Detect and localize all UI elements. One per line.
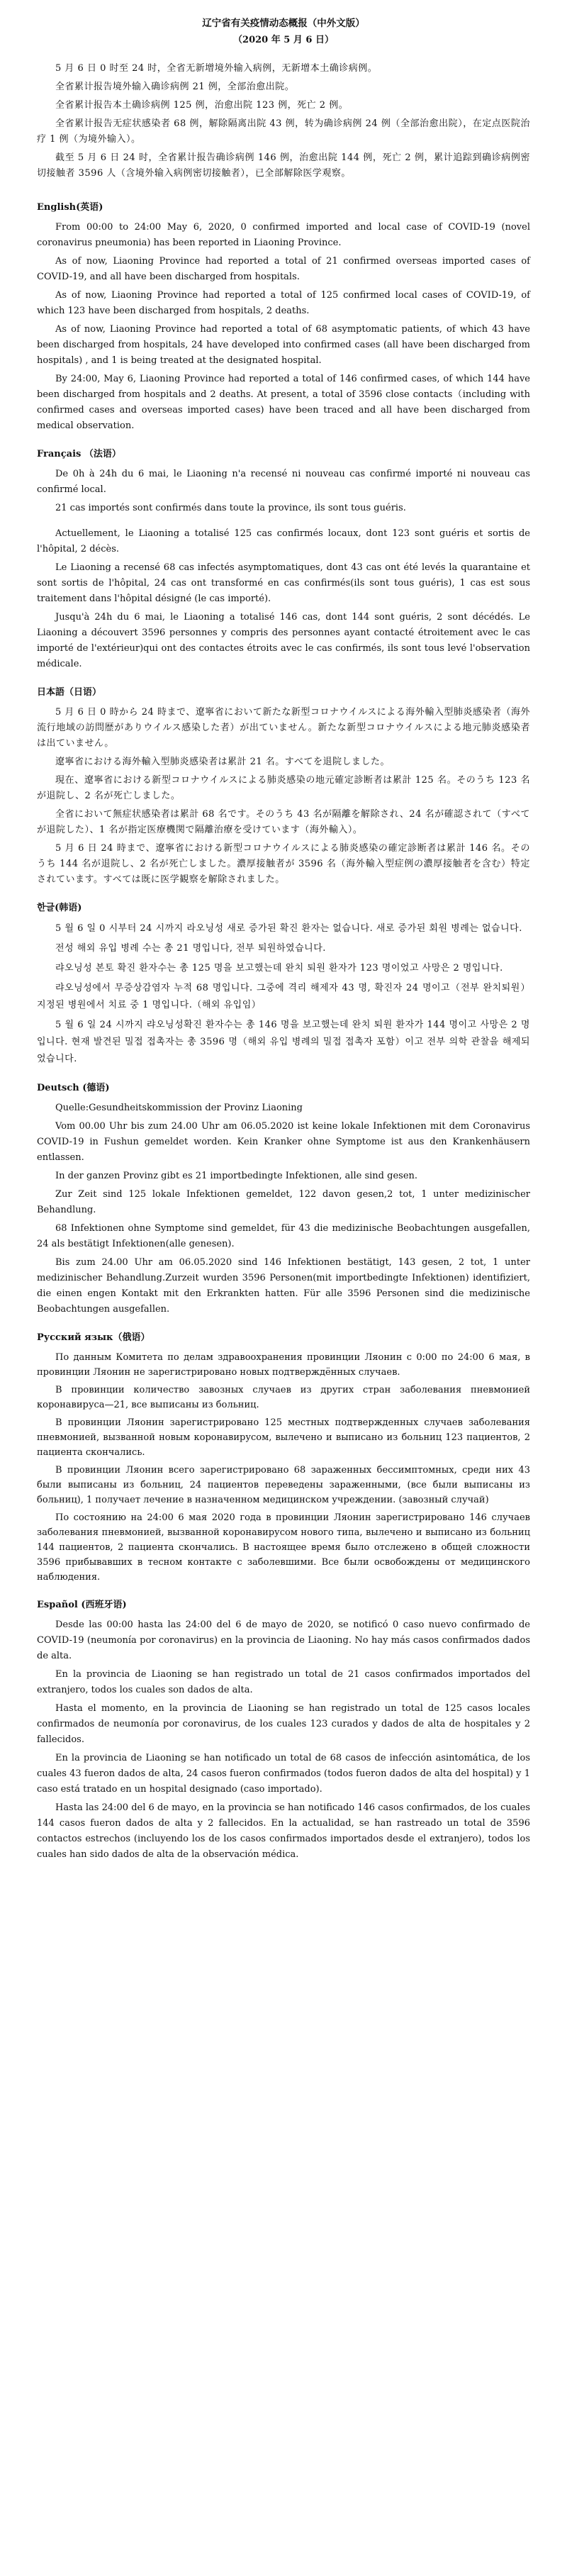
russian-paragraph: В провинции количество завозных случаев из других стран заболевания пневмонией коронавируса—21, все выписаны из больниц.: [37, 1385, 530, 1410]
english-heading: English(英语): [37, 202, 103, 213]
russian-paragraph: По данным Комитета по делам здравоохранения провинции Ляонин с 0:00 по 24:00 6 мая, в провинции Ляонин не зарегистрировано новых подтверждённых случаев.: [37, 1352, 530, 1378]
section-japanese: [37, 685, 530, 888]
section-korean: [37, 901, 530, 1068]
chinese-paragraph: 截至 5 月 6 日 24 时，全省累计报告确诊病例 146 例，治愈出院 144 例，死亡 2 例，累计追踪到确诊病例密切接触者 3596 人（含境外输入病例密切接触者），已全部解除医学观察。: [37, 152, 530, 179]
spanish-paragraph: Desde las 00:00 hasta las 24:00 del 6 de mayo de 2020, se notificó 0 caso nuevo confirmado de COVID-19 (neumonía por coronavirus) en la provincia de Liaoning. No hay más casos confirmados dados de alta.: [37, 1619, 530, 1661]
document-title: 辽宁省有关疫情动态概报（中外文版）: [202, 18, 365, 29]
spanish-heading: Español (西班牙语): [37, 1600, 127, 1610]
section-german: [37, 1081, 530, 1317]
spanish-paragraph: Hasta el momento, en la provincia de Liaoning se han registrado un total de 125 casos locales confirmados de neumonía por coronavirus, de los cuales 123 curados y dados de alta de hospitales y 2 fallecidos.: [37, 1703, 530, 1745]
german-paragraph: 68 Infektionen ohne Symptome sind gemeldet, für 43 die medizinische Beobachtungen ausgefallen, 24 als bestätigt Infektionen(alle genesen).: [37, 1223, 530, 1249]
german-paragraph: In der ganzen Provinz gibt es 21 importbedingte Infektionen, alle sind gesen.: [55, 1171, 418, 1181]
chinese-paragraph: 5 月 6 日 0 时至 24 时，全省无新增境外输入病例，无新增本土确诊病例。: [55, 63, 378, 74]
section-chinese: [37, 61, 530, 182]
german-paragraph: Vom 00.00 Uhr bis zum 24.00 Uhr am 06.05.2020 ist keine lokale Infektionen mit dem Coronavirus COVID-19 in Fushun gemeldet worden. Kein Kranker ohne Symptome ist aus den Krankenhäusern entlassen.: [37, 1121, 530, 1163]
german-heading: Deutsch (德语): [37, 1083, 110, 1093]
french-paragraph: Jusqu'à 24h du 6 mai, le Liaoning a totalisé 146 cas, dont 144 sont guéris, 2 sont décédés. Le Liaoning a découvert 3596 personnes y compris des personnes ayant contacté étroitement avec le cas importé de l'extérieur)qui ont des contactes étroits avec le cas confirmés, ils sont tous levé l'observation médicale.: [37, 612, 530, 669]
spanish-paragraph: En la provincia de Liaoning se han registrado un total de 21 casos confirmados importados del extranjero, todos los cuales son dados de alta.: [37, 1669, 530, 1695]
section-spanish: [37, 1598, 530, 1863]
russian-paragraph: В провинции Ляонин всего зарегистрировано 68 зараженных бессимптомных, среди них 43 были выписаны из больниц, 24 пациентов переведены зараженными, (все были выписаны из больниц), 1 получает лечение в назначенном медицинском учреждении. (завозный случай): [37, 1465, 530, 1505]
japanese-heading: 日本語（日语）: [37, 687, 102, 698]
spanish-paragraph: Hasta las 24:00 del 6 de mayo, en la provincia se han notificado 146 casos confirmados, de los cuales 144 casos fueron dados de alta y 2 fallecidos. En la actualidad, se han rastreado un total de 3596 contactos estrechos (incluyendo los de los casos confirmados importados desde el extranjero), todos los cuales han sido dados de alta de la observación médica.: [37, 1802, 530, 1860]
chinese-paragraph: 全省累计报告无症状感染者 68 例，解除隔离出院 43 例，转为确诊病例 24 例（全部治愈出院），在定点医院治疗 1 例（为境外输入）。: [37, 118, 530, 145]
english-paragraph: As of now, Liaoning Province had reported a total of 21 confirmed overseas imported cases of COVID-19, and all have been discharged from hospitals.: [37, 256, 530, 282]
korean-paragraph: 랴오닝성에서 무증상감염자 누적 68 명입니다. 그중에 격리 해제자 43 명, 확진자 24 명이고（전부 완치퇴원）지정된 병원에서 치료 중 1 명입니다.（해외 유입임）: [37, 983, 530, 1010]
french-paragraph: 21 cas importés sont confirmés dans toute la province, ils sont tous guéris.: [55, 503, 406, 513]
korean-paragraph: 5 월 6 일 24 시까지 랴오닝성확진 환자수는 총 146 명을 보고했는데 완치 퇴원 환자가 144 명이고 사망은 2 명입니다. 현재 발견된 밀접 접촉자는 총 3596 명（해외 유입 병례의 밀접 접촉자 포함）이고 전부 의학 관찰을 해제되었습니다.: [37, 1020, 530, 1064]
french-paragraph: Actuellement, le Liaoning a totalisé 125 cas confirmés locaux, dont 123 sont guéris et sortis de l'hôpital, 2 décès.: [37, 528, 530, 554]
japanese-paragraph: 5 月 6 日 24 時まで、遼寧省における新型コロナウイルスによる肺炎感染の確定診断者は累計 146 名。そのうち 144 名が退院し、2 名が死亡しました。濃厚接触者が 3596 名（海外輸入型症例の濃厚接触者を含む）特定されています。すべては既に医学観察を解除されました。: [37, 843, 530, 885]
russian-paragraph: По состоянию на 24:00 6 мая 2020 года в провинции Ляонин зарегистрировано 146 случаев заболевания пневмонией, вызванной коронавирусом нового типа, вылечено и выписано из больниц 144 пациентов, 2 пациента скончались. В настоящее время было отслежено в общей сложности 3596 прибывавших в тесном контакте с заболевшими. Все были освобождены от медицинского наблюдения.: [37, 1512, 530, 1583]
japanese-paragraph: 全省において無症状感染者は累計 68 名です。そのうち 43 名が隔離を解除され、24 名が確認されて（すべてが退院した）、1 名が指定医療機関で隔離治療を受けています（海外輸入）。: [37, 809, 530, 835]
section-english: [37, 200, 530, 434]
german-paragraph: Zur Zeit sind 125 lokale Infektionen gemeldet, 122 davon gesen,2 tot, 1 unter medizinischer Behandlung.: [37, 1189, 530, 1215]
korean-heading: 한글(韩语): [37, 903, 82, 913]
chinese-paragraph: 全省累计报告境外输入确诊病例 21 例，全部治愈出院。: [55, 82, 295, 92]
english-paragraph: By 24:00, May 6, Liaoning Province had reported a total of 146 confirmed cases, of which 144 have been discharged from hospitals and 2 deaths. At present, a total of 3596 close contacts（including with confirmed cases and overseas imported cases) have been traced and all have been discharged from medical observation.: [37, 374, 530, 431]
english-paragraph: As of now, Liaoning Province had reported a total of 68 asymptomatic patients, of which 43 have been discharged from hospitals, 24 have developed into confirmed cases (all have been discharged from hospitals) , and 1 is being treated at the designated hospital.: [37, 324, 530, 366]
german-paragraph: Quelle:Gesundheitskommission der Provinz Liaoning: [55, 1103, 303, 1113]
french-heading: Français （法语）: [37, 449, 121, 459]
korean-paragraph: 5 월 6 일 0 시부터 24 시까지 라오닝성 새로 증가된 확진 환자는 없습니다. 새로 증가된 회원 병례는 없습니다.: [55, 923, 522, 934]
document-date: （2020 年 5 月 6 日）: [233, 35, 334, 45]
english-paragraph: From 00:00 to 24:00 May 6, 2020, 0 confirmed imported and local case of COVID-19 (novel coronavirus pneumonia) has been reported in Liaoning Province.: [37, 222, 530, 248]
section-french: [37, 447, 530, 672]
japanese-paragraph: 現在、遼寧省における新型コロナウイルスによる肺炎感染の地元確定診断者は累計 125 名。そのうち 123 名が退院し、2 名が死亡しました。: [37, 775, 530, 801]
russian-paragraph: В провинции Ляонин зарегистрировано 125 местных подтвержденных случаев заболевания пневмонией, вызванной новым коронавирусом, вылечено и выписано из больниц 123 пациентов, 2 пациента скончались.: [37, 1417, 530, 1458]
spanish-paragraph: En la provincia de Liaoning se han notificado un total de 68 casos de infección asintomática, de los cuales 43 fueron dados de alta, 24 casos fueron confirmados (todos fueron dados de alta del hospital) y 1 caso está tratado en un hospital designado (caso importado).: [37, 1753, 530, 1795]
french-paragraph: Le Liaoning a recensé 68 cas infectés asymptomatiques, dont 43 cas ont été levés la quarantaine et sont sortis de l'hôpital, 24 cas ont transformé en cas confirmés(ils sont tous guéris), 1 cas est sous traitement dans l'hôpital désigné (le cas importé).: [37, 562, 530, 604]
english-paragraph: As of now, Liaoning Province had reported a total of 125 confirmed local cases of COVID-19, of which 123 have been discharged from hospitals, 2 deaths.: [37, 290, 530, 316]
german-paragraph: Bis zum 24.00 Uhr am 06.05.2020 sind 146 Infektionen bestätigt, 143 gesen, 2 tot, 1 unter medizinischer Behandlung.Zurzeit wurden 3596 Personen(mit importbedingte Infektionen) identifiziert, die einen engen Kontakt mit den Erkrankten hatten. Für alle 3596 Personen sind die medizinische Beobachtungen ausgefallen.: [37, 1257, 530, 1315]
section-russian: [37, 1330, 530, 1585]
chinese-paragraph: 全省累计报告本土确诊病例 125 例，治愈出院 123 例，死亡 2 例。: [55, 100, 349, 111]
korean-paragraph: 랴오닝성 본토 확진 환자수는 총 125 명을 보고했는데 완치 퇴원 환자가 123 명이었고 사망은 2 명입니다.: [55, 963, 503, 974]
french-paragraph: De 0h à 24h du 6 mai, le Liaoning n'a recensé ni nouveau cas confirmé importé ni nouveau cas confirmé local.: [37, 469, 530, 495]
japanese-paragraph: 遼寧省における海外輸入型肺炎感染者は累計 21 名。すべてを退院しました。: [55, 757, 391, 767]
japanese-paragraph: 5 月 6 日 0 時から 24 時まで、遼寧省において新たな新型コロナウイルスによる海外輸入型肺炎感染者（海外流行地域の訪問歴がありウイルス感染した者）が出ていません。新たな新型コロナウイルスによる地元肺炎感染者は出ていません。: [37, 707, 530, 749]
korean-paragraph: 전성 해외 유입 병례 수는 총 21 명입니다, 전부 퇴원하였습니다.: [55, 943, 326, 954]
russian-heading: Русский язык（俄语）: [37, 1332, 150, 1343]
